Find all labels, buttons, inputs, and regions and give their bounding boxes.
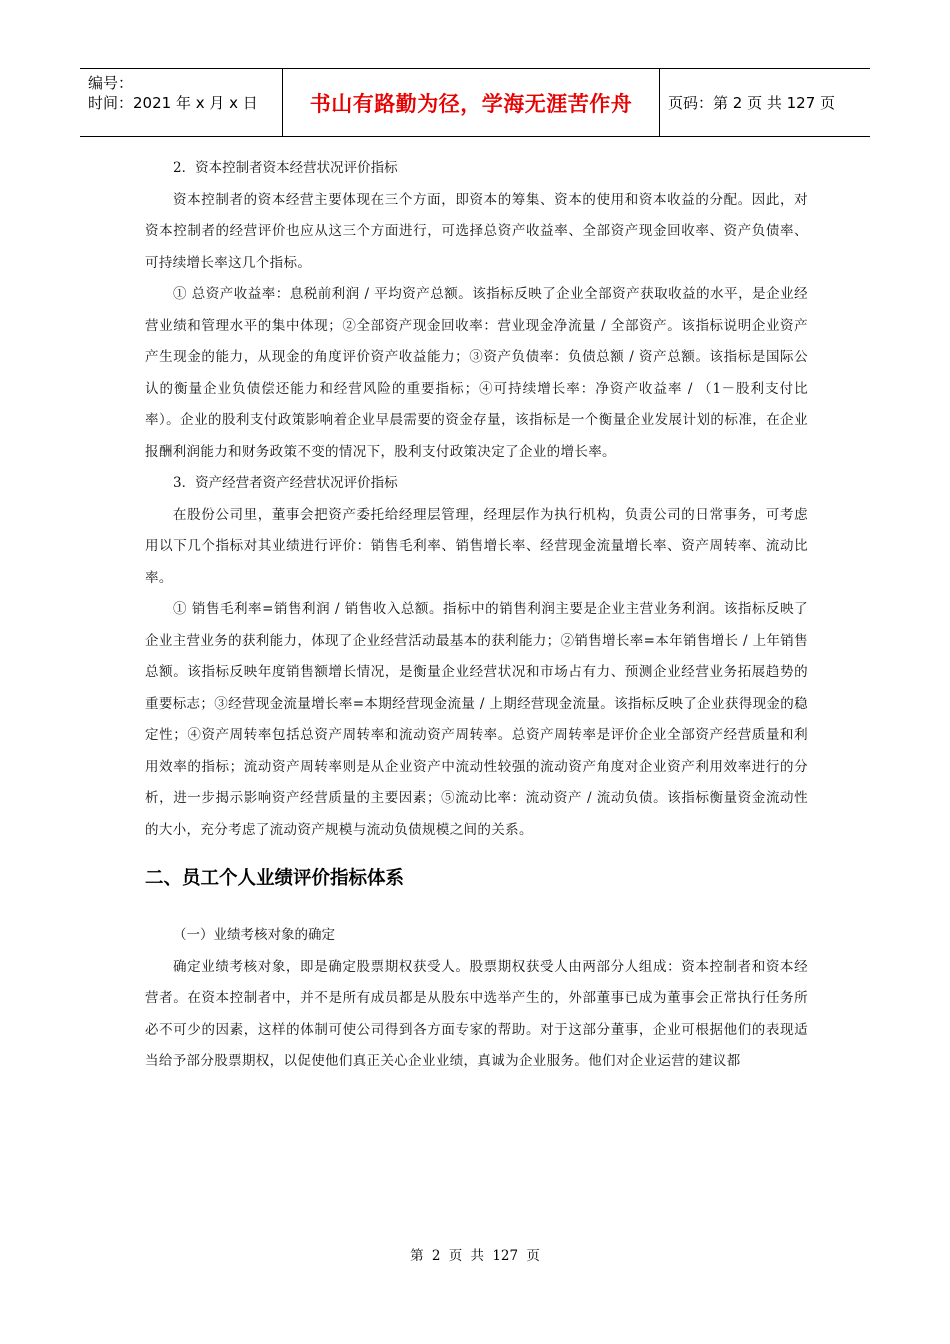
page-header (80, 68, 870, 137)
document-date-label: 时间：2021 年 x 月 x 日 (88, 94, 258, 112)
part-2-heading: 二、员工个人业绩评价指标体系 (145, 868, 405, 889)
part-2-subtitle: （一）业绩考核对象的确定 (173, 927, 335, 943)
part-2-paragraph-1: 确定业绩考核对象，即是确定股票期权获受人。股票期权获受人由两部分人组成：资本控制者和资本经营者。在资本控制者中，并不是所有成员都是从股东中选举产生的，外部董事已成为董事会正常执行任务所必不可少的因素，这样的体制可使公司得到各方面专家的帮助。对于这部分董事，企业可根据他们的表现适当给予部分股票期权，以促使他们真正关心企业业绩，真诚为企业服务。他们对企业运营的建议都 (145, 958, 808, 1069)
page-footer: 第 2 页 共 127 页 (410, 1248, 540, 1264)
header-motto: 书山有路勤为径，学海无涯苦作舟 (283, 69, 660, 136)
section-3-title: 3．资产经营者资产经营状况评价指标 (173, 475, 398, 491)
section-3-paragraph-2: ① 销售毛利率=销售利润 / 销售收入总额。指标中的销售利润主要是企业主营业务利润。该指标反映了企业主营业务的获利能力，体现了企业经营活动最基本的获利能力；②销售增长率=本年销售增长 / 上年销售总额。该指标反映年度销售额增长情况，是衡量企业经营状况和市场占有力、预测企业经营业务拓展趋势的重要标志；③经营现金流量增长率=本期经营现金流量 / 上期经营现金流量。该指标反映了企业获得现金的稳定性；④资产周转率包括总资产周转率和流动资产周转率。总资产周转率是评价企业全部资产经营质量和利用效率的指标；流动资产周转率则是从企业资产中流动性较强的流动资产角度对企业资产利用效率进行的分析，进一步揭示影响资产经营质量的主要因素；⑤流动比率：流动资产 / 流动负债。该指标衡量资金流动性的大小，充分考虑了流动资产规模与流动负债规模之间的关系。 (145, 601, 808, 838)
section-3-paragraph-1: 在股份公司里，董事会把资产委托给经理层管理，经理层作为执行机构，负责公司的日常事务，可考虑用以下几个指标对其业绩进行评价：销售毛利率、销售增长率、经营现金流量增长率、资产周转率、流动比率。 (145, 506, 808, 586)
header-meta-cell (80, 69, 283, 136)
section-2-paragraph-2: ① 总资产收益率：息税前利润 / 平均资产总额。该指标反映了企业全部资产获取收益的水平，是企业经营业绩和管理水平的集中体现；②全部资产现金回收率：营业现金净流量 / 全部资产。该指标说明企业资产产生现金的能力，从现金的角度评价资产收益能力；③资产负债率：负债总额 / 资产总额。该指标是国际公认的衡量企业负债偿还能力和经营风险的重要指标；④可持续增长率：净资产收益率 / （1－股利支付比率）。企业的股利支付政策影响着企业早晨需要的资金存量，该指标是一个衡量企业发展计划的标准，在企业报酬利润能力和财务政策不变的情况下，股利支付政策决定了企业的增长率。 (145, 286, 808, 460)
document-number-label: 编号： (88, 74, 134, 92)
header-page-number: 页码：第 2 页 共 127 页 (668, 94, 836, 112)
section-2-title: 2．资本控制者资本经营状况评价指标 (173, 160, 398, 176)
section-2-paragraph-1: 资本控制者的资本经营主要体现在三个方面，即资本的筹集、资本的使用和资本收益的分配。因此，对资本控制者的经营评价也应从这三个方面进行，可选择总资产收益率、全部资产现金回收率、资产负债率、可持续增长率这几个指标。 (145, 191, 808, 271)
document-body (145, 153, 808, 1078)
